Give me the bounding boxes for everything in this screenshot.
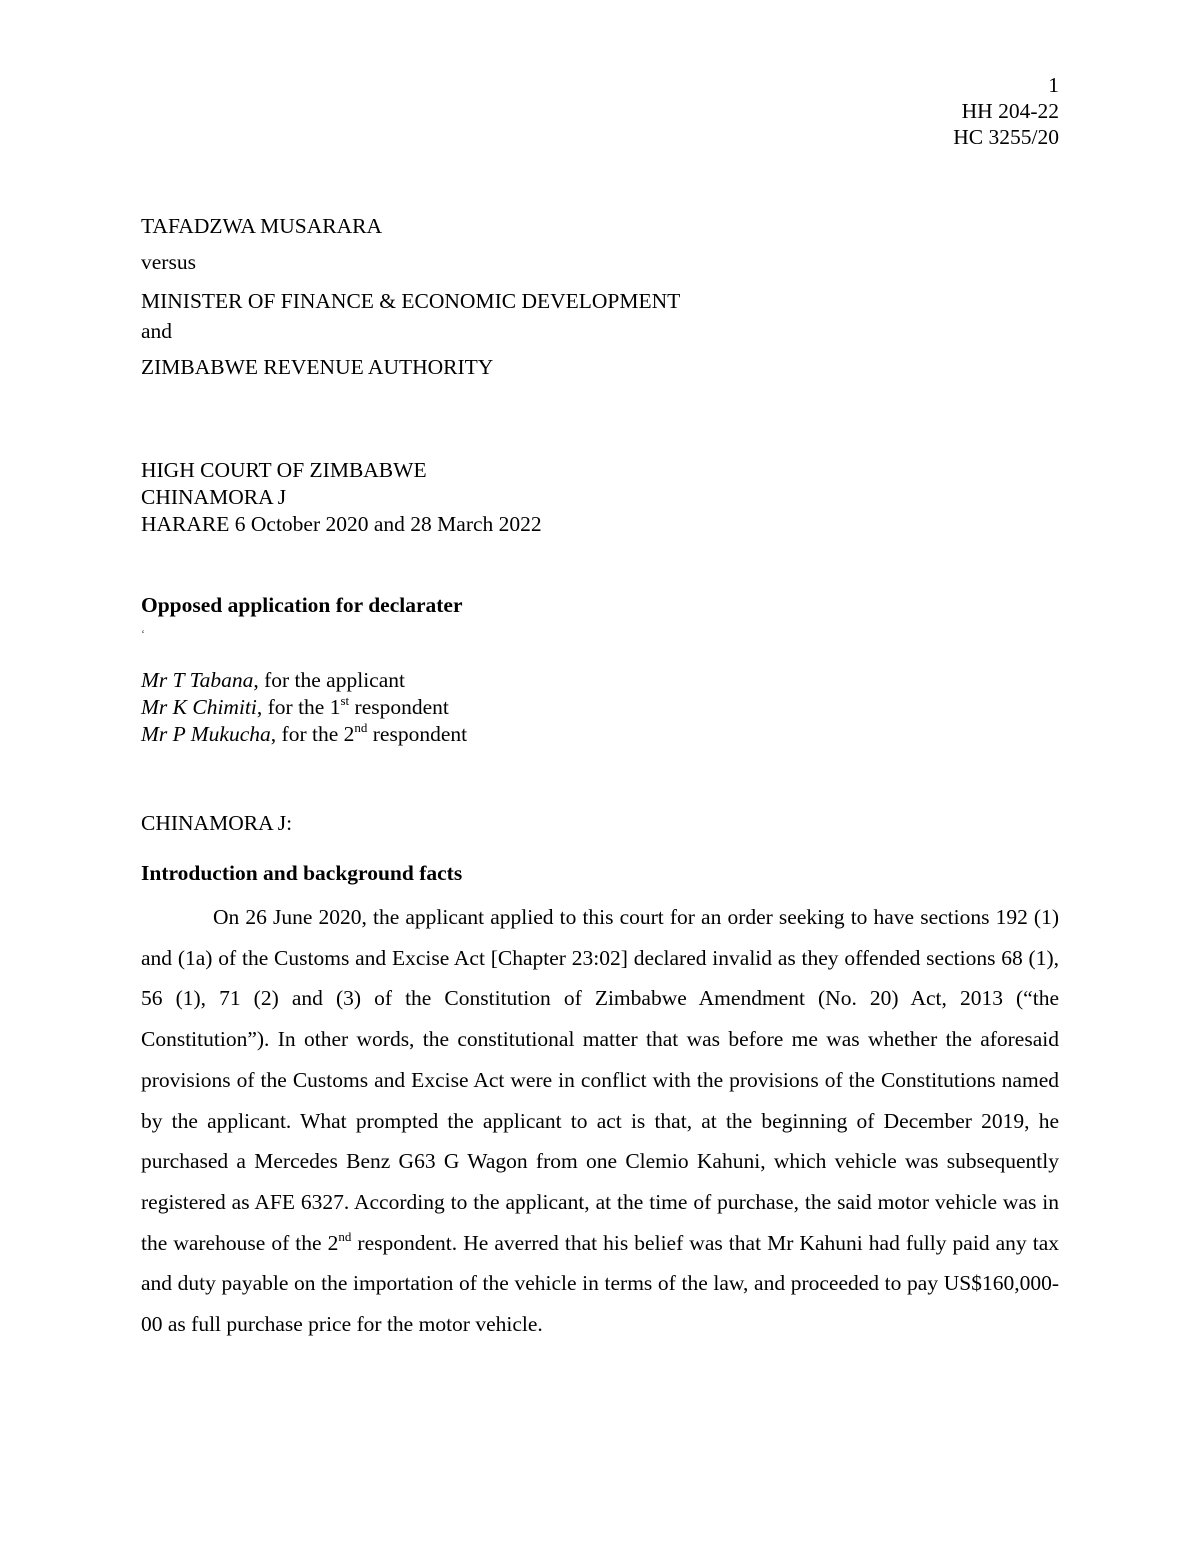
first-respondent-name: MINISTER OF FINANCE & ECONOMIC DEVELOPMENT [141,289,681,313]
counsel-second-respondent [141,721,467,747]
counsel-applicant-name: Mr T Tabana [141,668,254,692]
page-header [953,72,1059,150]
case-number: HC 3255/20 [953,125,1059,149]
judgment-judge-heading: CHINAMORA J: [141,811,293,835]
ordinal-superscript: st [340,693,350,708]
counsel-second-respondent-role: , for the 2 [270,722,355,746]
page-number: 1 [1048,73,1059,97]
paragraph-text-part-1: On 26 June 2020, the applicant applied to this court for an order seeking to have sections 192 (1) and (1a) of the Customs and Excise Act [Chapter 23:02] declared invalid as they offended sections 68 (1), 56 (1), 71 (2) and (3) of the Constitution of Zimbabwe Amendment (No. 20) Act, 2013 (“the Constitution”). In other words, the constitutional matter that was before me was whether the aforesaid provisions of the Customs and Excise Act were in conflict with the provisions of the Constitutions named by the applicant. What prompted the applicant to act is that, at the beginning of December 2019, he purchased a Mercedes Benz G63 G Wagon from one Clemio Kahuni, which vehicle was subsequently registered as AFE 6327. According to the applicant, at the time of purchase, the said motor vehicle was in the warehouse of the 2 [141,905,1059,1255]
counsel-first-respondent [141,694,449,720]
counsel-applicant-role: , for the applicant [253,668,405,692]
counsel-second-respondent-name: Mr P Mukucha [141,722,271,746]
stray-mark: ‘ [141,627,145,641]
and-label: and [141,319,173,343]
judgment-body [141,897,1059,1345]
counsel-second-respondent-role-end: respondent [367,722,468,746]
versus-label: versus [141,250,196,274]
counsel-applicant [141,667,405,693]
judge-name: CHINAMORA J [141,485,287,509]
venue-and-dates: HARARE 6 October 2020 and 28 March 2022 [141,512,542,536]
second-respondent-name: ZIMBABWE REVENUE AUTHORITY [141,355,494,379]
court-name: HIGH COURT OF ZIMBABWE [141,458,427,482]
counsel-first-respondent-role: , for the 1 [256,695,341,719]
matter-heading: Opposed application for declarater [141,593,463,617]
counsel-first-respondent-role-end: respondent [349,695,449,719]
paragraph [141,897,1059,1345]
counsel-first-respondent-name: Mr K Chimiti [141,695,257,719]
ordinal-superscript: nd [354,720,368,735]
section-heading: Introduction and background facts [141,861,463,885]
ordinal-superscript: nd [338,1228,352,1244]
judgment-reference: HH 204-22 [961,99,1059,123]
applicant-name: TAFADZWA MUSARARA [141,214,382,238]
paragraph-text-part-2: respondent. He averred that his belief was that Mr Kahuni had fully paid any tax and duty payable on the importation of the vehicle in terms of the law, and proceeded to pay US$160,000-00 as full purchase price for the motor vehicle. [141,1230,1060,1337]
